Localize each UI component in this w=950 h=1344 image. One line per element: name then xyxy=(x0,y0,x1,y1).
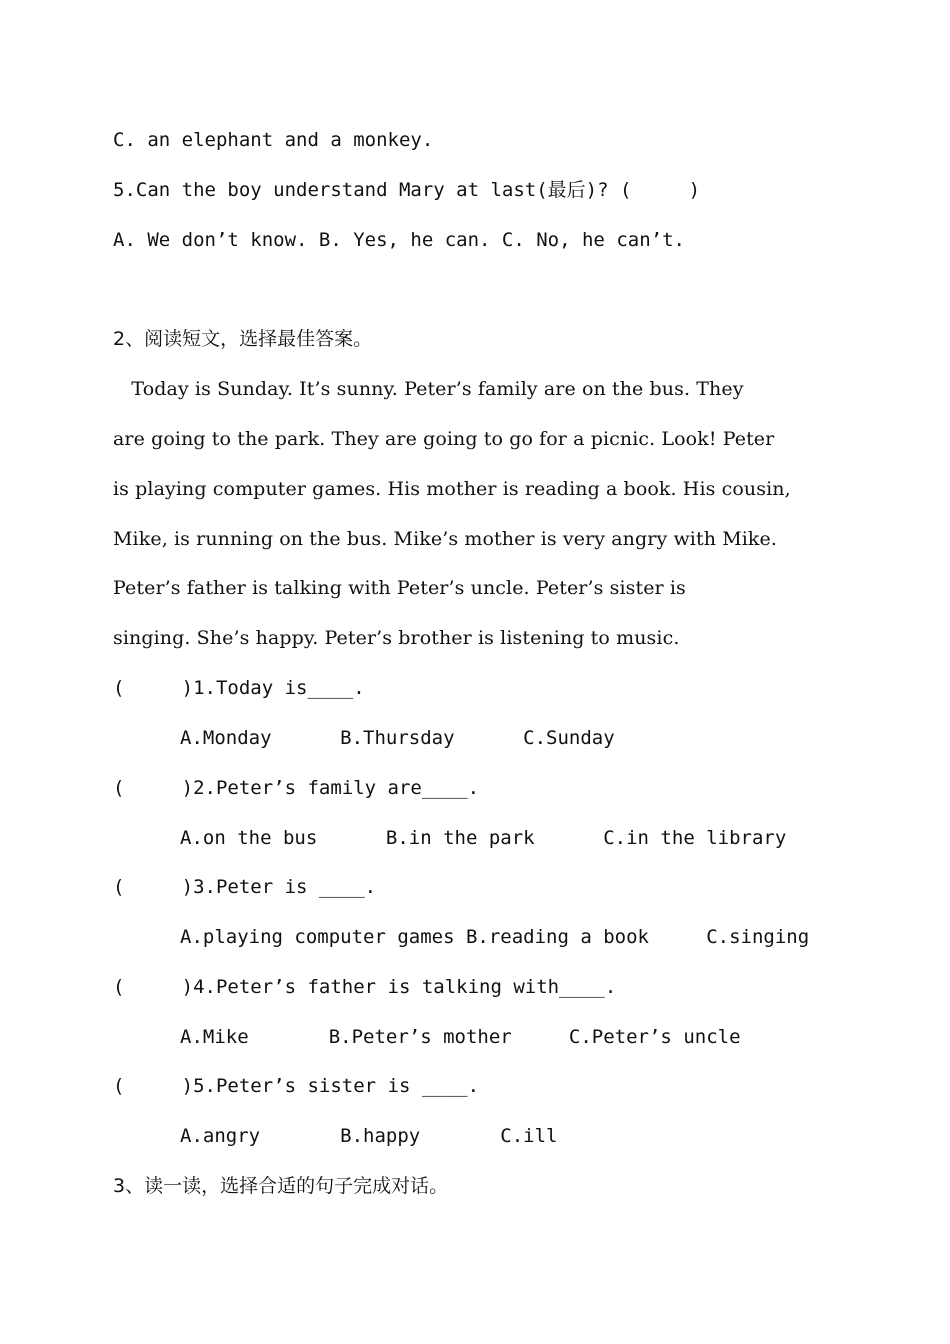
question-options: A.Monday B.Thursday C.Sunday xyxy=(180,727,615,749)
question-stem: ( )2.Peter’s family are____. xyxy=(113,777,480,799)
section-3-heading: 3、读一读，选择合适的句子完成对话。 xyxy=(113,1175,449,1197)
passage-line: Peter’s father is talking with Peter’s uncle. Peter’s sister is xyxy=(113,577,686,599)
passage-line: is playing computer games. His mother is reading a book. His cousin, xyxy=(113,478,791,500)
question-options: A.Mike B.Peter’s mother C.Peter’s uncle xyxy=(180,1026,741,1048)
passage-line: singing. She’s happy. Peter’s brother is listening to music. xyxy=(113,627,680,649)
question-stem: ( )4.Peter’s father is talking with____. xyxy=(113,976,617,998)
passage-line: Mike, is running on the bus. Mike’s mother is very angry with Mike. xyxy=(113,528,778,550)
question-options: A.on the bus B.in the park C.in the library xyxy=(180,827,787,849)
question-stem: ( )1.Today is____. xyxy=(113,677,365,699)
question-stem: ( )3.Peter is ____. xyxy=(113,876,377,898)
section-2-heading: 2、阅读短文，选择最佳答案。 xyxy=(113,328,373,350)
question-5: 5.Can the boy understand Mary at last(最后)? ( ) xyxy=(113,179,701,201)
passage-line: Today is Sunday. It’s sunny. Peter’s family are on the bus. They xyxy=(113,378,744,400)
question-options: A.playing computer games B.reading a book C.singing xyxy=(180,926,810,948)
passage-line: are going to the park. They are going to go for a picnic. Look! Peter xyxy=(113,428,775,450)
question-stem: ( )5.Peter’s sister is ____. xyxy=(113,1075,480,1097)
question-options: A.angry B.happy C.ill xyxy=(180,1125,558,1147)
option-line-c: C. an elephant and a monkey. xyxy=(113,129,434,151)
question-5-options: A. We don’t know. B. Yes, he can. C. No, he can’t. xyxy=(113,229,685,251)
